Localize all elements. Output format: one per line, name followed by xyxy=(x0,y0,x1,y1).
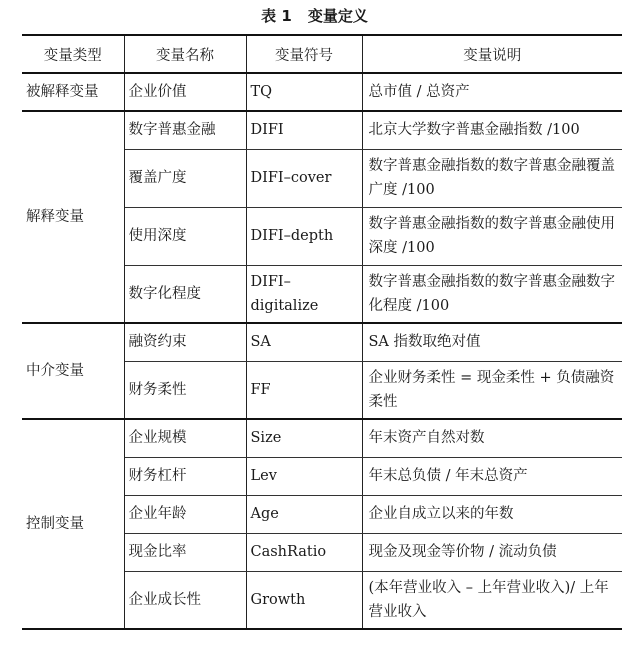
variable-symbol: DIFI–depth xyxy=(246,207,362,265)
variable-symbol: Lev xyxy=(246,457,362,495)
table-caption xyxy=(0,6,629,26)
variable-description: 企业自成立以来的年数 xyxy=(362,495,622,533)
variable-symbol: FF xyxy=(246,361,362,419)
table-row xyxy=(22,73,622,111)
variable-description: 数字普惠金融指数的数字普惠金融使用深度 /100 xyxy=(362,207,622,265)
group-explanatory: 解释变量 xyxy=(22,111,124,323)
variable-description: 企业财务柔性 = 现金柔性 + 负债融资柔性 xyxy=(362,361,622,419)
group-dependent: 被解释变量 xyxy=(22,73,124,111)
variable-symbol: CashRatio xyxy=(246,533,362,571)
variable-description: 数字普惠金融指数的数字普惠金融覆盖广度 /100 xyxy=(362,149,622,207)
header-variable-description: 变量说明 xyxy=(362,35,622,73)
variable-name: 覆盖广度 xyxy=(124,149,246,207)
variable-symbol: Growth xyxy=(246,571,362,629)
variable-description: (本年营业收入 – 上年营业收入)/ 上年营业收入 xyxy=(362,571,622,629)
variable-description: 数字普惠金融指数的数字普惠金融数字化程度 /100 xyxy=(362,265,622,323)
variable-description: 现金及现金等价物 / 流动负债 xyxy=(362,533,622,571)
variable-name: 财务柔性 xyxy=(124,361,246,419)
variable-name: 企业成长性 xyxy=(124,571,246,629)
variable-name: 企业年龄 xyxy=(124,495,246,533)
variable-name: 现金比率 xyxy=(124,533,246,571)
variable-description: 年末资产自然对数 xyxy=(362,419,622,457)
header-variable-type: 变量类型 xyxy=(22,35,124,73)
variable-description: 年末总负债 / 年末总资产 xyxy=(362,457,622,495)
table-number: 表 1 xyxy=(261,7,292,25)
variable-name: 企业价值 xyxy=(124,73,246,111)
variable-name: 融资约束 xyxy=(124,323,246,361)
table-row xyxy=(22,419,622,457)
variable-name: 数字普惠金融 xyxy=(124,111,246,149)
table-row xyxy=(22,111,622,149)
header-variable-symbol: 变量符号 xyxy=(246,35,362,73)
variable-symbol: DIFI–cover xyxy=(246,149,362,207)
table-title: 变量定义 xyxy=(307,7,368,25)
group-control: 控制变量 xyxy=(22,419,124,629)
variable-name: 数字化程度 xyxy=(124,265,246,323)
header-variable-name: 变量名称 xyxy=(124,35,246,73)
variable-description: 北京大学数字普惠金融指数 /100 xyxy=(362,111,622,149)
variable-symbol: Age xyxy=(246,495,362,533)
variable-symbol: Size xyxy=(246,419,362,457)
variable-symbol: SA xyxy=(246,323,362,361)
header-row xyxy=(22,35,622,73)
variable-symbol: DIFI xyxy=(246,111,362,149)
variable-description: 总市值 / 总资产 xyxy=(362,73,622,111)
variable-name: 企业规模 xyxy=(124,419,246,457)
group-mediating: 中介变量 xyxy=(22,323,124,419)
variable-name: 财务杠杆 xyxy=(124,457,246,495)
variable-definition-table xyxy=(22,34,622,630)
variable-symbol: TQ xyxy=(246,73,362,111)
variable-description: SA 指数取绝对值 xyxy=(362,323,622,361)
variable-symbol: DIFI–digitalize xyxy=(246,265,362,323)
variable-name: 使用深度 xyxy=(124,207,246,265)
table-row xyxy=(22,323,622,361)
